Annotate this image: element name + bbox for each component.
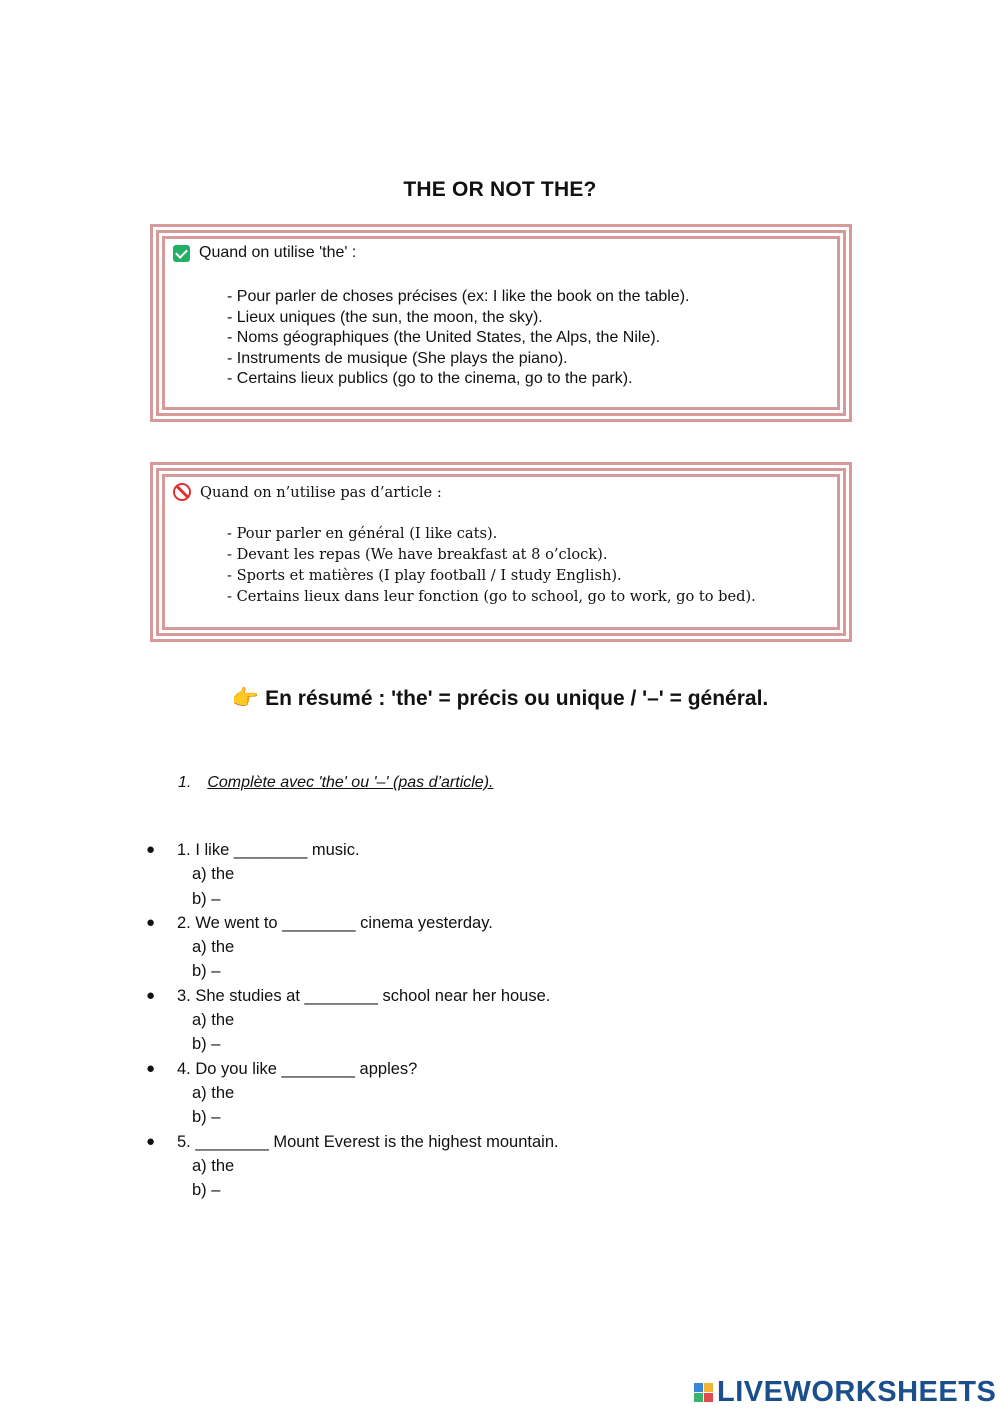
usage-box-heading-text: Quand on utilise 'the' :: [199, 244, 357, 261]
question-text: 5. ________ Mount Everest is the highest mountain.: [177, 1132, 559, 1151]
exercise-instruction: [178, 774, 493, 792]
option-b[interactable]: b) –: [192, 1181, 221, 1200]
bullet: ●: [146, 1059, 156, 1077]
option-a[interactable]: a) the: [192, 1011, 235, 1030]
list-item: - Devant les repas (We have breakfast at 8 o’clock).: [227, 546, 608, 563]
question-text: 4. Do you like ________ apples?: [177, 1059, 418, 1078]
list-item: - Pour parler en général (I like cats).: [227, 525, 498, 542]
usage-box-the: [150, 224, 852, 422]
list-item: - Certains lieux dans leur fonction (go to school, go to work, go to bed).: [227, 588, 756, 605]
option-a[interactable]: a) the: [192, 938, 235, 957]
pointing-hand-icon: 👉: [231, 685, 260, 710]
question-item: [0, 1057, 559, 1130]
no-article-heading-text: Quand on n’utilise pas d’article :: [200, 483, 442, 501]
instruction-number: 1.: [178, 774, 192, 791]
page-title: THE OR NOT THE?: [403, 178, 597, 201]
question-text: 2. We went to ________ cinema yesterday.: [177, 913, 493, 932]
option-b[interactable]: b) –: [192, 889, 221, 908]
no-article-list: [227, 523, 756, 607]
question-item: [0, 1130, 559, 1203]
checkmark-icon: [173, 245, 190, 262]
question-item: [0, 838, 559, 911]
usage-box-heading: [173, 244, 356, 262]
question-text: 1. I like ________ music.: [177, 841, 360, 859]
list-item: - Noms géographiques (the United States, the Alps, the Nile).: [227, 329, 661, 347]
logo-square: [704, 1393, 713, 1402]
bullet: ●: [146, 913, 156, 931]
option-b[interactable]: b) –: [192, 1035, 221, 1054]
liveworksheets-logo-icon: [694, 1383, 713, 1402]
list-item: - Instruments de musique (She plays the piano).: [227, 349, 568, 367]
question-text: 3. She studies at ________ school near her house.: [177, 986, 551, 1005]
no-article-box-heading: [173, 483, 442, 501]
logo-square: [694, 1383, 703, 1392]
option-a[interactable]: a) the: [192, 1156, 235, 1175]
option-a[interactable]: a) the: [192, 865, 235, 884]
liveworksheets-brand: LIVEWORKSHEETS: [717, 1376, 997, 1408]
bullet: ●: [146, 841, 156, 858]
usage-box-no-article: [150, 462, 852, 642]
bullet: ●: [146, 986, 156, 1004]
list-item: - Pour parler de choses précises (ex: I like the book on the table).: [227, 288, 690, 305]
option-b[interactable]: b) –: [192, 1108, 221, 1127]
option-b[interactable]: b) –: [192, 962, 221, 981]
usage-list: [227, 287, 689, 390]
instruction-text: Complète avec 'the' ou '–' (pas d’article).: [207, 774, 494, 791]
list-item: - Certains lieux publics (go to the cinema, go to the park).: [227, 370, 633, 388]
logo-square: [704, 1383, 713, 1392]
logo-square: [694, 1393, 703, 1402]
liveworksheets-footer: [694, 1376, 996, 1409]
list-item: - Lieux uniques (the sun, the moon, the sky).: [227, 308, 543, 326]
summary-text: En résumé : 'the' = précis ou unique / '–' = général.: [265, 687, 769, 710]
question-list: [0, 838, 559, 1202]
question-item: [0, 984, 559, 1057]
summary-line: [0, 685, 1000, 711]
question-item: [0, 911, 559, 984]
option-a[interactable]: a) the: [192, 1083, 235, 1102]
list-item: - Sports et matières (I play football / I study English).: [227, 567, 622, 584]
bullet: ●: [146, 1132, 156, 1150]
prohibited-icon: [173, 483, 191, 501]
